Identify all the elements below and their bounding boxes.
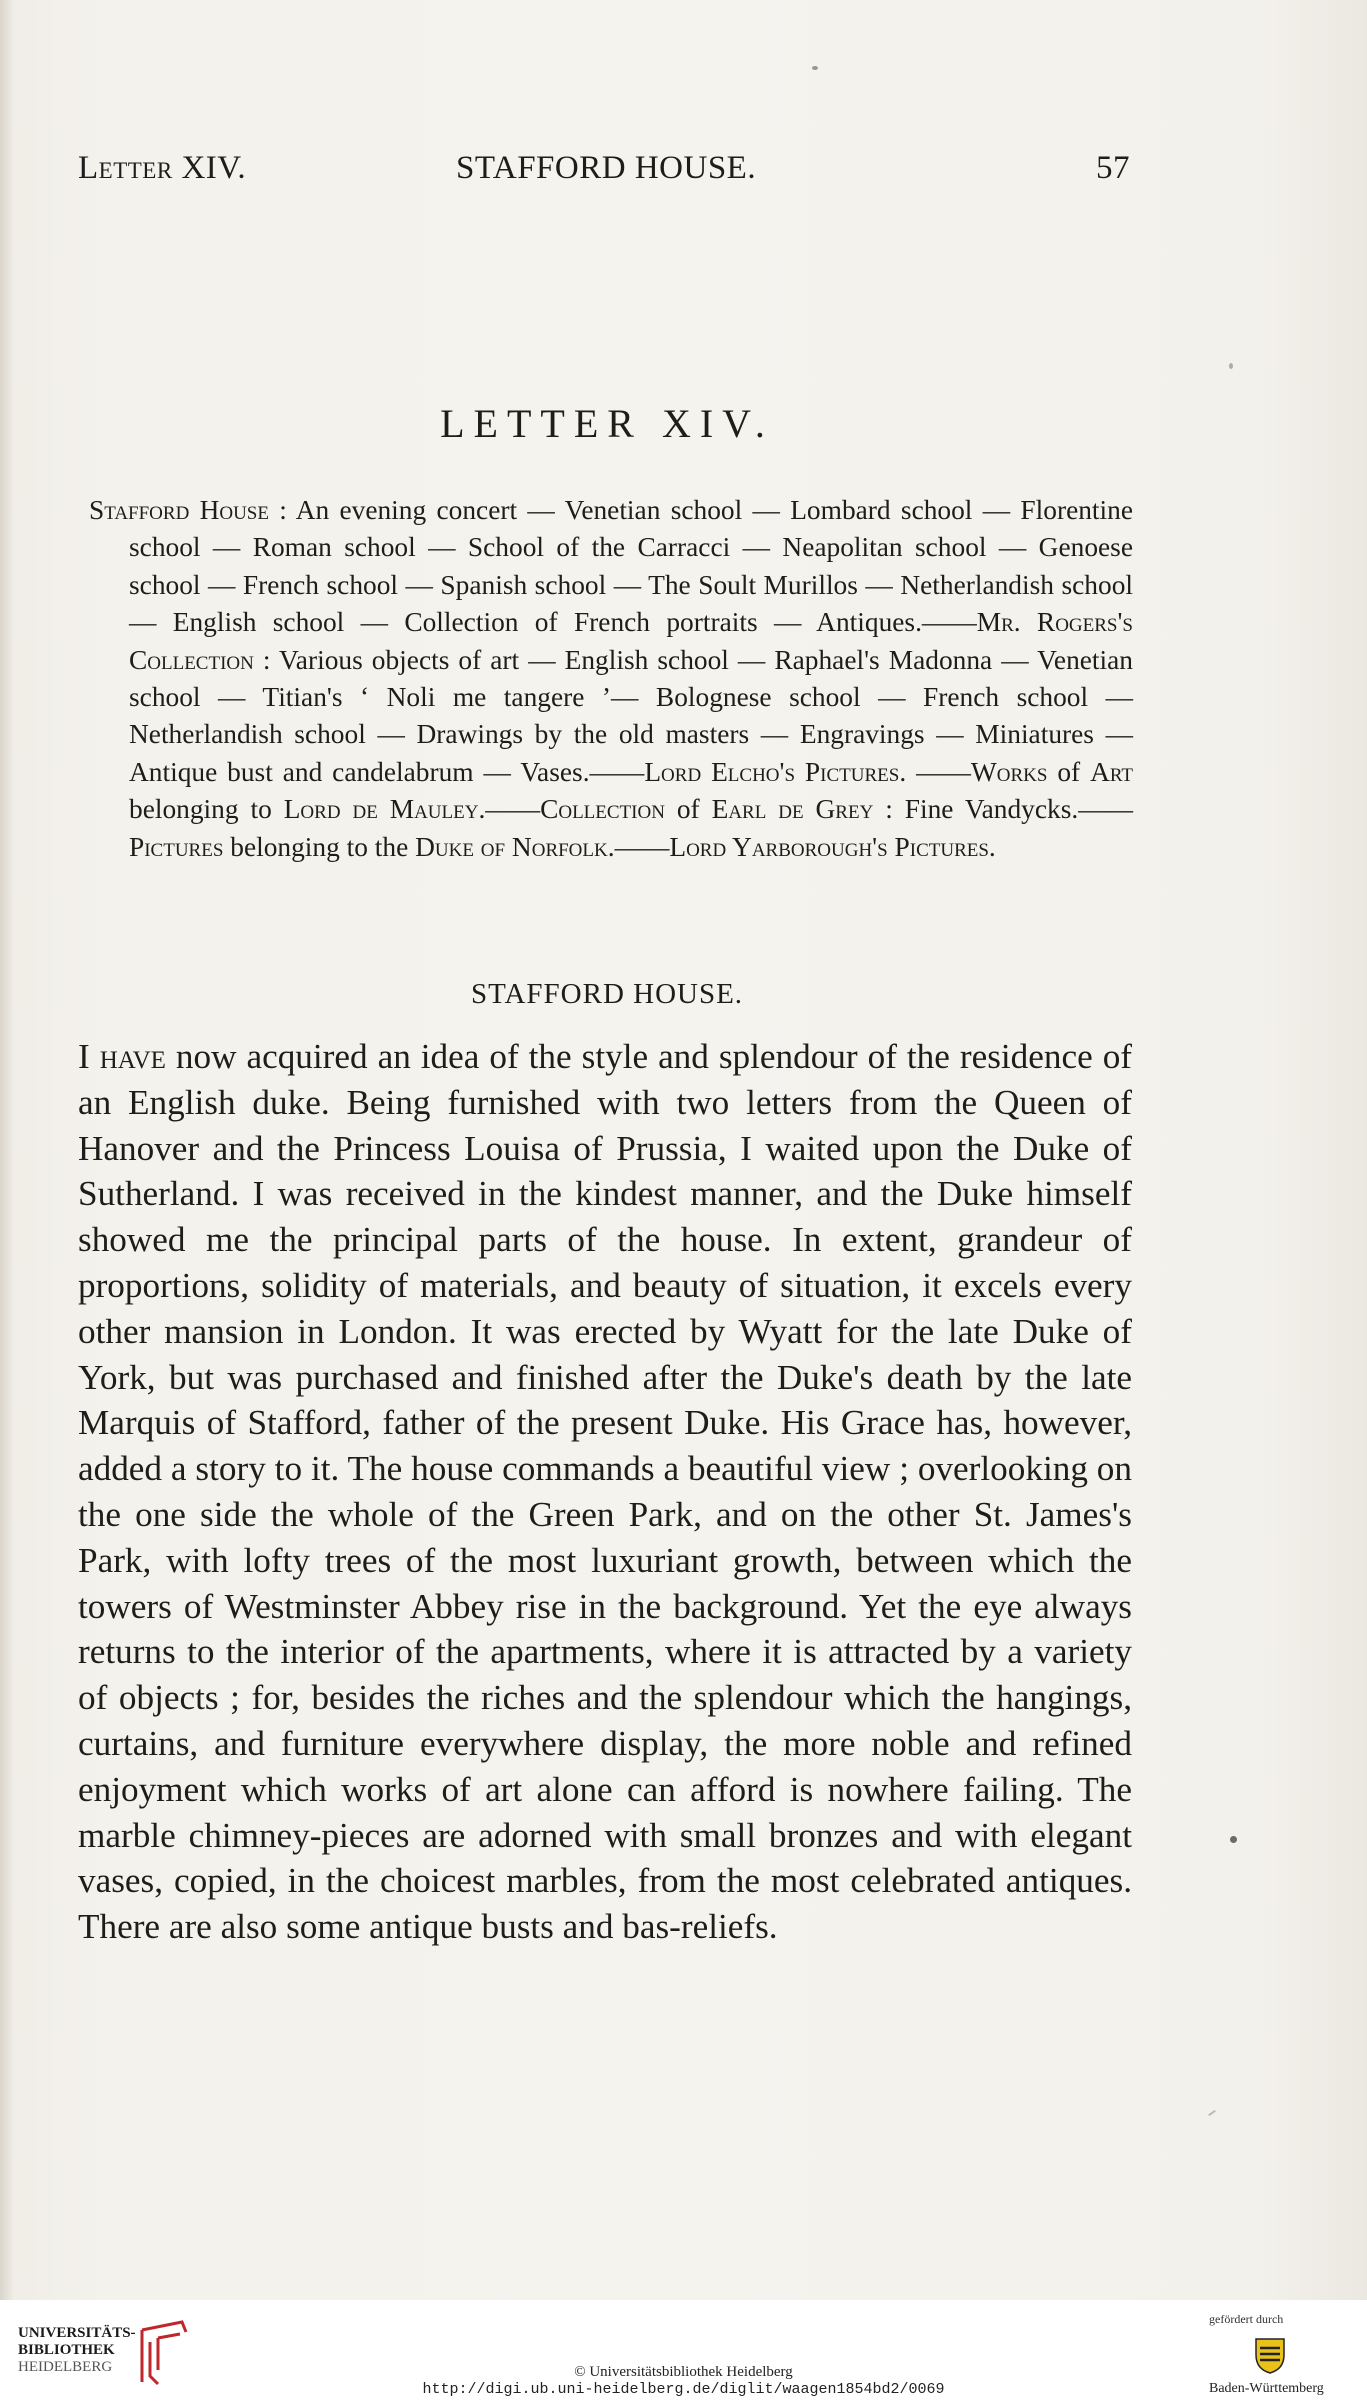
summary-heading: Lord Elcho's Pictures. [644, 756, 907, 787]
summary-heading: Stafford House [89, 495, 269, 525]
summary-text: of [1047, 756, 1091, 787]
paper-speck [812, 66, 818, 70]
paper-speck [1208, 2110, 1216, 2116]
summary-text: of [664, 794, 712, 825]
opening-words: I have [78, 1037, 166, 1076]
summary-text: : Fine Vandycks.—— [873, 794, 1133, 825]
funded-by-label: gefördert durch [1209, 2312, 1284, 2326]
summary-text: : Various objects of art — English school — Raphael's Madonna — Venetian school — Titian's ‘ Noli me tangere ’— Bolognese school — French school — Netherlandish school — Drawings by the old masters — Engravings — Miniatures — Antique bust and candelabrum — Vases.—— [129, 644, 1133, 787]
paper-speck [1230, 1836, 1237, 1843]
summary-text: —— [485, 794, 541, 825]
baden-wuerttemberg-coat-of-arms-icon [1253, 2335, 1287, 2375]
library-name-line: UNIVERSITÄTS- [18, 2325, 136, 2341]
summary-heading: Collection [540, 794, 665, 825]
summary-text: belonging to the [223, 831, 416, 862]
summary-text: —— [906, 756, 971, 787]
running-head-title: STAFFORD HOUSE. [456, 150, 757, 186]
library-name-line: HEIDELBERG [18, 2359, 113, 2375]
letter-title: LETTER XIV. [440, 401, 774, 446]
running-head-letter: Letter XIV. [78, 150, 247, 186]
paper-speck [1229, 363, 1233, 369]
page-number: 57 [1096, 150, 1130, 186]
summary-heading: Earl de Grey [711, 794, 874, 825]
summary-heading: Works [970, 756, 1048, 787]
permalink-url[interactable]: http://digi.ub.uni-heidelberg.de/diglit/waagen1854bd2/0069 [422, 2381, 945, 2398]
chapter-summary [89, 492, 1133, 866]
paragraph-text: now acquired an idea of the style and splendour of the residence of an English duke. Being furnished with two letters from the Queen of Hanover and the Princess Louisa of Prussia, I waited upon the Duke of Sutherland. I was received in the kindest manner, and the Duke himself showed me the principal parts of the house. In extent, grandeur of proportions, solidity of materials, and beauty of situation, it excels every other mansion in London. It was erected by Wyatt for the late Duke of York, but was purchased and finished after the Duke's death by the late Marquis of Stafford, father of the present Duke. His Grace has, however, added a story to it. The house commands a beautiful view ; overlooking on the one side the whole of the Green Park, and on the other St. James's Park, with lofty trees of the most luxuriant growth, between which the towers of Westminster Abbey rise in the background. Yet the eye always returns to the interior of the apartments, where it is attracted by a variety of objects ; for, besides the riches and the splendour which the hangings, curtains, and furniture everywhere display, the more noble and refined enjoyment which works of art alone can afford is nowhere failing. The marble chimney-pieces are adorned with small bronzes and with elegant vases, copied, in the choicest marbles, from the most celebrated antiques. There are also some antique busts and bas-reliefs. [78, 1037, 1132, 1947]
section-heading: STAFFORD HOUSE. [470, 978, 744, 1010]
summary-heading: Lord de Mauley. [283, 794, 486, 825]
library-name-line: BIBLIOTHEK [18, 2342, 115, 2358]
copyright-notice: © Universitätsbibliothek Heidelberg [574, 2364, 793, 2380]
summary-heading: Mr. Rogers's Collection [129, 607, 1133, 675]
sponsor-label: Baden-Württemberg [1209, 2381, 1324, 2396]
summary-heading: Art [1090, 756, 1133, 787]
body-paragraph [78, 1034, 1132, 1950]
summary-text: —— [614, 831, 670, 862]
summary-text: belonging to [129, 794, 284, 825]
summary-heading: Duke of Norfolk. [415, 831, 615, 862]
summary-heading: Pictures [129, 831, 224, 862]
summary-heading: Lord Yarborough's Pictures. [669, 831, 996, 862]
summary-text: : An evening concert — Venetian school — Lombard school — Florentine school — Roman school — School of the Carracci — Neapolitan school — Genoese school — French school — Spanish school — The Soult Murillos — Netherlandish school — English school — Collection of French portraits — Antiques.—— [129, 495, 1133, 638]
